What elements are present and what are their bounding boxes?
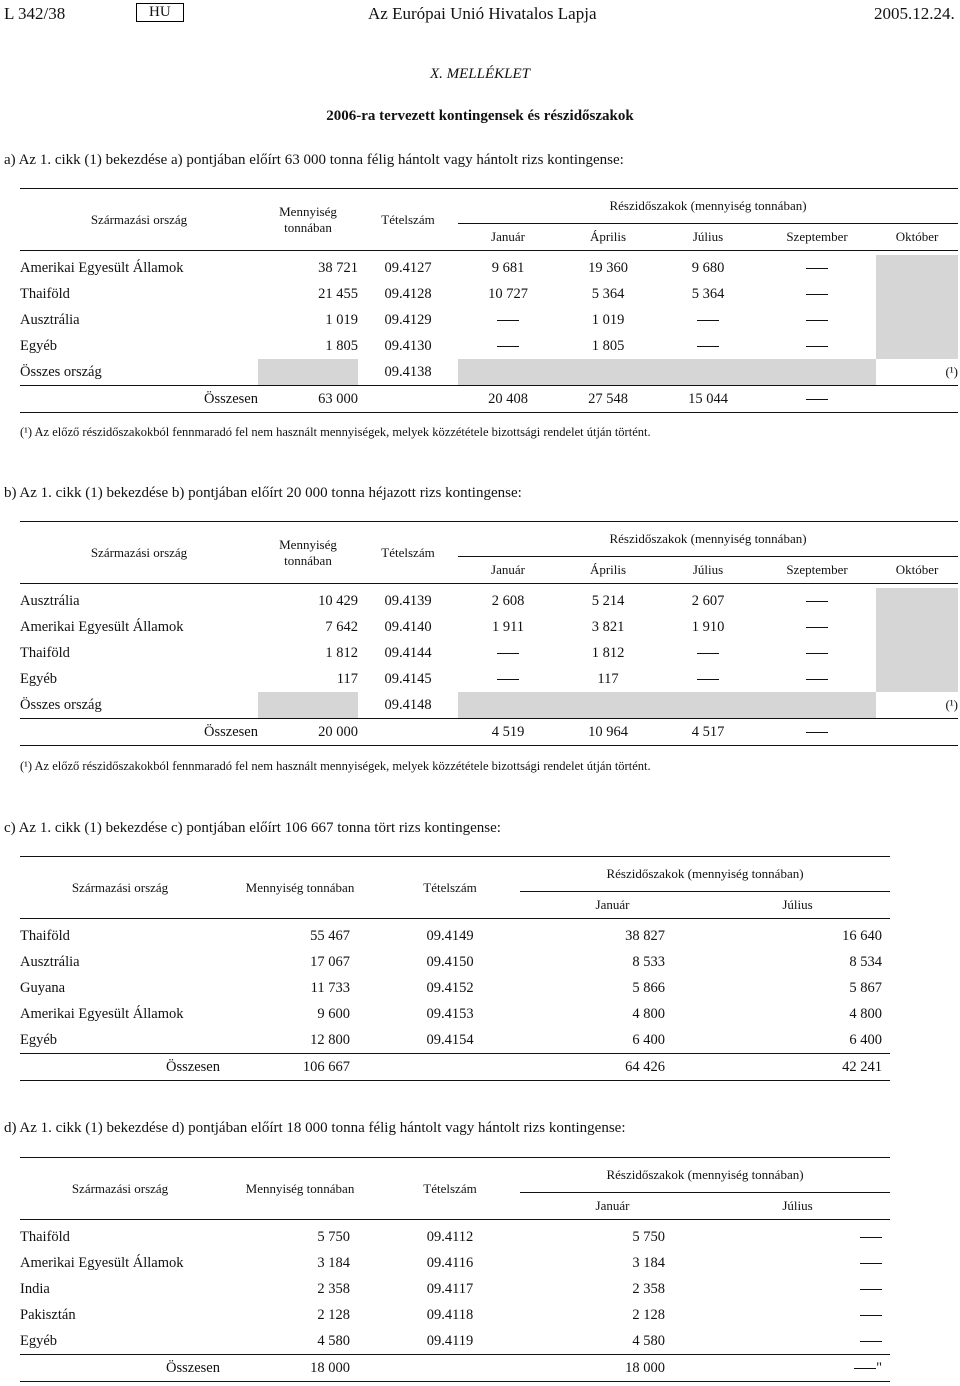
dash-mark <box>806 268 828 269</box>
order-cell: 09.4144 <box>384 644 432 661</box>
quantity-cell: 3 184 <box>317 1254 350 1271</box>
country-cell: Egyéb <box>20 670 58 687</box>
table-row <box>20 614 958 640</box>
quota-table-c <box>20 856 890 1083</box>
table-row <box>20 1250 890 1276</box>
table-header-row <box>20 1158 890 1193</box>
quota-table-d <box>20 1157 890 1384</box>
dash-mark <box>806 627 828 628</box>
order-cell: 09.4152 <box>426 979 474 996</box>
period-cell <box>458 640 558 666</box>
october-cell <box>876 614 958 640</box>
country-cell: Egyéb <box>20 1031 58 1048</box>
table-row <box>20 333 958 359</box>
period-cell: 6 400 <box>632 1031 665 1048</box>
period-cell <box>658 666 758 692</box>
country-cell: Amerikai Egyesült Államok <box>20 1005 184 1022</box>
header-quantity: Mennyiség tonnában <box>258 189 358 251</box>
period-cell: 8 533 <box>632 953 665 970</box>
period-cell <box>758 359 876 386</box>
period-cell: 4 519 <box>458 719 558 746</box>
period-cell: 4 800 <box>849 1005 882 1022</box>
period-cell: 15 044 <box>658 386 758 413</box>
period-cell: 6 400 <box>849 1031 882 1048</box>
period-cell: 2 358 <box>632 1280 665 1297</box>
dash-mark <box>806 320 828 321</box>
order-cell <box>358 386 458 413</box>
table-rule <box>20 413 958 416</box>
header-subperiods: Részidőszakok (mennyiség tonnában) <box>520 1158 890 1193</box>
order-cell <box>380 1355 520 1382</box>
quantity-cell: 1 019 <box>325 311 358 328</box>
order-cell: 09.4130 <box>384 337 432 354</box>
rule-line <box>20 413 958 416</box>
period-cell: 1 911 <box>491 618 525 635</box>
country-cell: Összesen <box>20 386 258 413</box>
header-subperiods: Részidőszakok (mennyiség tonnában) <box>520 857 890 892</box>
table-row <box>20 719 958 746</box>
header-order-number: Tételszám <box>380 857 520 919</box>
page-number: L 342/38 <box>4 4 66 23</box>
header-month: Július <box>782 1198 813 1213</box>
country-cell: Guyana <box>20 979 66 996</box>
period-cell: 5 364 <box>591 285 625 302</box>
section-b-intro: b) Az 1. cikk (1) bekezdése b) pontjában előírt 20 000 tonna héjazott rizs kontingense: <box>4 485 522 501</box>
quota-table-b <box>20 521 958 748</box>
dash-mark <box>697 320 719 321</box>
country-cell: Thaiföld <box>20 1228 70 1245</box>
order-cell: 09.4140 <box>384 618 432 635</box>
october-cell <box>876 255 958 281</box>
country-cell: Amerikai Egyesült Államok <box>20 618 184 635</box>
header-month: Január <box>491 229 525 244</box>
period-cell <box>758 666 876 692</box>
period-cell <box>758 333 876 359</box>
quantity-cell: 4 580 <box>317 1332 350 1349</box>
table-header-row <box>20 522 958 557</box>
quantity-cell: 20 000 <box>258 719 358 746</box>
table-row <box>20 1001 890 1027</box>
period-cell: 4 800 <box>632 1005 665 1022</box>
order-cell: 09.4150 <box>426 953 474 970</box>
header-month: Január <box>595 897 630 912</box>
period-cell: 20 408 <box>458 386 558 413</box>
period-cell: 4 580 <box>632 1332 665 1349</box>
quantity-cell: 1 805 <box>325 337 358 354</box>
header-month: Július <box>692 562 724 577</box>
period-cell: 1 910 <box>691 618 725 635</box>
period-cell: 1 812 <box>591 644 625 661</box>
period-cell: 16 640 <box>842 927 882 944</box>
country-cell: Összesen <box>20 719 258 746</box>
country-cell: Egyéb <box>20 1332 58 1349</box>
period-cell <box>658 307 758 333</box>
quantity-cell: 10 429 <box>318 592 358 609</box>
country-cell: Thaiföld <box>20 927 70 944</box>
dash-mark <box>806 679 828 680</box>
order-cell: 09.4129 <box>384 311 432 328</box>
annex-label: X. MELLÉKLET <box>429 66 531 82</box>
section-d-intro: d) Az 1. cikk (1) bekezdése d) pontjában előírt 18 000 tonna félig hántolt vagy hántolt rizs kontingense: <box>4 1120 626 1136</box>
october-cell <box>876 666 958 692</box>
order-cell: 09.4119 <box>426 1332 474 1349</box>
dash-mark <box>806 399 828 400</box>
table-row <box>20 1328 890 1355</box>
period-cell: 38 827 <box>625 927 665 944</box>
quantity-cell: 12 800 <box>310 1031 350 1048</box>
period-cell <box>658 359 758 386</box>
quantity-cell: 21 455 <box>318 285 358 302</box>
period-cell: 2 607 <box>691 592 725 609</box>
header-order-number: Tételszám <box>358 189 458 251</box>
period-cell: 10 964 <box>558 719 658 746</box>
quantity-cell: 55 467 <box>310 927 350 944</box>
quantity-cell: 5 750 <box>317 1228 350 1245</box>
period-cell <box>658 692 758 719</box>
quantity-cell: 17 067 <box>310 953 350 970</box>
country-cell: Ausztrália <box>20 311 80 328</box>
period-cell: 3 184 <box>632 1254 665 1271</box>
dash-mark <box>860 1263 882 1264</box>
period-cell <box>705 1224 890 1250</box>
dash-mark <box>806 346 828 347</box>
period-cell: 9 680 <box>691 259 725 276</box>
header-month: Szeptember <box>786 562 848 577</box>
quantity-cell <box>258 359 358 386</box>
header-quantity: Mennyiség tonnában <box>258 522 358 584</box>
period-cell: 5 214 <box>591 592 625 609</box>
dash-mark <box>806 732 828 733</box>
country-cell: Összes ország <box>20 363 102 380</box>
rule-line <box>20 1382 890 1385</box>
footnote-a: (¹) Az előző részidőszakokból fennmaradó fel nem használt mennyiségek, melyek közzététele bizottsági rendelet útján történt. <box>20 425 651 439</box>
dash-mark <box>860 1237 882 1238</box>
dash-mark <box>806 294 828 295</box>
rule-line <box>20 746 958 749</box>
table-rule <box>20 1081 890 1084</box>
order-cell: 09.4149 <box>426 927 474 944</box>
country-cell: India <box>20 1280 50 1297</box>
period-cell <box>758 719 876 746</box>
document-title: 2006-ra tervezett kontingensek és részidőszakok <box>326 108 634 124</box>
period-cell: 8 534 <box>849 953 882 970</box>
country-cell: Amerikai Egyesült Államok <box>20 1254 184 1271</box>
table-row <box>20 692 958 719</box>
order-cell: 09.4148 <box>384 696 432 713</box>
country-cell: Ausztrália <box>20 592 80 609</box>
period-cell: 5 867 <box>849 979 882 996</box>
table-header-row <box>20 857 890 892</box>
period-cell <box>458 692 558 719</box>
period-cell: " <box>705 1355 890 1382</box>
october-cell: (¹) <box>945 697 958 712</box>
table-row <box>20 666 958 692</box>
table-row <box>20 1276 890 1302</box>
country-cell: Pakisztán <box>20 1306 76 1323</box>
table-row <box>20 386 958 413</box>
period-cell: 10 727 <box>488 285 528 302</box>
journal-title: Az Európai Unió Hivatalos Lapja <box>368 4 597 23</box>
dash-mark <box>860 1341 882 1342</box>
order-cell: 09.4117 <box>426 1280 474 1297</box>
period-cell <box>658 640 758 666</box>
header-month: Szeptember <box>786 229 848 244</box>
dash-mark <box>860 1315 882 1316</box>
quantity-cell: 7 642 <box>325 618 358 635</box>
country-cell: Ausztrália <box>20 953 80 970</box>
period-cell: 42 241 <box>705 1054 890 1081</box>
header-order-number: Tételszám <box>380 1158 520 1220</box>
period-cell <box>458 307 558 333</box>
dash-mark <box>697 679 719 680</box>
period-cell: 117 <box>597 670 619 687</box>
order-cell: 09.4128 <box>384 285 432 302</box>
period-cell <box>705 1250 890 1276</box>
section-a-intro: a) Az 1. cikk (1) bekezdése a) pontjában előírt 63 000 tonna félig hántolt vagy hántolt rizs kontingense: <box>4 152 624 168</box>
country-cell: Egyéb <box>20 337 58 354</box>
header-order-number: Tételszám <box>358 522 458 584</box>
period-cell: 3 821 <box>591 618 625 635</box>
header-month: Január <box>595 1198 630 1213</box>
october-cell <box>876 281 958 307</box>
october-cell <box>876 333 958 359</box>
dash-mark <box>806 653 828 654</box>
quantity-cell: 1 812 <box>325 644 358 661</box>
table-row <box>20 307 958 333</box>
header-quantity: Mennyiség tonnában <box>220 857 380 919</box>
period-cell <box>758 692 876 719</box>
october-cell: (¹) <box>945 364 958 379</box>
period-cell <box>758 614 876 640</box>
header-country: Származási ország <box>20 857 220 919</box>
country-cell: Összes ország <box>20 696 102 713</box>
header-month: Április <box>589 562 627 577</box>
dash-mark <box>497 653 519 654</box>
header-month: Július <box>692 229 724 244</box>
october-cell <box>876 307 958 333</box>
quantity-cell: 11 733 <box>310 979 350 996</box>
period-cell: 1 805 <box>591 337 625 354</box>
country-cell: Thaiföld <box>20 644 70 661</box>
period-cell: 5 750 <box>632 1228 665 1245</box>
order-cell: 09.4127 <box>384 259 432 276</box>
page-header <box>0 4 960 24</box>
order-cell: 09.4116 <box>426 1254 474 1271</box>
period-cell <box>458 359 558 386</box>
october-cell <box>876 386 958 413</box>
order-cell <box>380 1054 520 1081</box>
dash-mark <box>697 346 719 347</box>
header-quantity: Mennyiség tonnában <box>220 1158 380 1220</box>
period-cell <box>758 307 876 333</box>
table-row <box>20 975 890 1001</box>
order-cell: 09.4145 <box>384 670 432 687</box>
period-cell <box>758 281 876 307</box>
header-subperiods: Részidőszakok (mennyiség tonnában) <box>458 522 958 557</box>
dash-mark <box>697 653 719 654</box>
quantity-cell <box>258 692 358 719</box>
quantity-cell: 117 <box>336 670 358 687</box>
period-cell: 2 608 <box>491 592 525 609</box>
country-cell: Összesen <box>20 1355 220 1382</box>
dash-mark <box>806 601 828 602</box>
order-cell: 09.4153 <box>426 1005 474 1022</box>
country-cell: Összesen <box>20 1054 220 1081</box>
header-month: Október <box>895 562 939 577</box>
table-header-row <box>20 189 958 224</box>
rule-line <box>20 1081 890 1084</box>
period-cell <box>705 1328 890 1355</box>
quantity-cell: 2 358 <box>317 1280 350 1297</box>
period-cell: 4 517 <box>658 719 758 746</box>
header-country: Származási ország <box>20 522 258 584</box>
table-row <box>20 1054 890 1081</box>
period-cell <box>558 692 658 719</box>
header-month: Április <box>589 229 627 244</box>
quantity-cell: 18 000 <box>220 1355 380 1382</box>
order-cell: 09.4118 <box>426 1306 474 1323</box>
quota-table-a <box>20 188 958 415</box>
country-cell: Thaiföld <box>20 285 70 302</box>
order-cell <box>358 719 458 746</box>
period-cell: 64 426 <box>520 1054 705 1081</box>
period-cell <box>758 386 876 413</box>
period-cell <box>705 1302 890 1328</box>
table-row <box>20 1224 890 1250</box>
quantity-cell: 63 000 <box>258 386 358 413</box>
header-month: Január <box>491 562 525 577</box>
header-country: Származási ország <box>20 1158 220 1220</box>
period-cell <box>758 588 876 614</box>
order-cell: 09.4139 <box>384 592 432 609</box>
order-cell: 09.4154 <box>426 1031 474 1048</box>
quantity-cell: 2 128 <box>317 1306 350 1323</box>
october-cell <box>876 719 958 746</box>
table-row <box>20 281 958 307</box>
table-row <box>20 588 958 614</box>
period-cell: 1 019 <box>591 311 625 328</box>
dash-mark <box>497 346 519 347</box>
quantity-cell: 106 667 <box>220 1054 380 1081</box>
table-row <box>20 949 890 975</box>
table-row <box>20 359 958 386</box>
header-subperiods: Részidőszakok (mennyiség tonnában) <box>458 189 958 224</box>
order-cell: 09.4138 <box>384 363 432 380</box>
footnote-b: (¹) Az előző részidőszakokból fennmaradó fel nem használt mennyiségek, melyek közzététele bizottsági rendelet útján történt. <box>20 759 651 773</box>
header-month: Július <box>782 897 813 912</box>
table-row <box>20 640 958 666</box>
period-cell <box>758 255 876 281</box>
period-cell <box>658 333 758 359</box>
period-cell: 2 128 <box>632 1306 665 1323</box>
section-c-intro: c) Az 1. cikk (1) bekezdése c) pontjában előírt 106 667 tonna tört rizs kontingense: <box>4 820 501 836</box>
period-cell: 5 866 <box>632 979 665 996</box>
language-badge: HU <box>136 3 184 22</box>
dash-mark <box>854 1368 876 1369</box>
period-cell: 27 548 <box>558 386 658 413</box>
october-cell <box>876 640 958 666</box>
period-cell: 19 360 <box>588 259 628 276</box>
period-cell <box>458 333 558 359</box>
dash-mark <box>860 1289 882 1290</box>
header-country: Származási ország <box>20 189 258 251</box>
period-cell <box>758 640 876 666</box>
period-cell: 5 364 <box>691 285 725 302</box>
quantity-cell: 38 721 <box>318 259 358 276</box>
period-cell: 9 681 <box>491 259 525 276</box>
period-cell <box>458 666 558 692</box>
table-row <box>20 1302 890 1328</box>
dash-mark <box>497 320 519 321</box>
table-rule <box>20 1382 890 1385</box>
order-cell: 09.4112 <box>426 1228 474 1245</box>
period-cell: 18 000 <box>520 1355 705 1382</box>
quantity-cell: 9 600 <box>317 1005 350 1022</box>
publication-date: 2005.12.24. <box>874 4 955 23</box>
october-cell <box>876 588 958 614</box>
period-cell <box>558 359 658 386</box>
table-row <box>20 1027 890 1054</box>
table-row <box>20 255 958 281</box>
period-cell <box>705 1276 890 1302</box>
country-cell: Amerikai Egyesült Államok <box>20 259 184 276</box>
header-month: Október <box>895 229 939 244</box>
table-row <box>20 923 890 949</box>
dash-mark <box>497 679 519 680</box>
table-row <box>20 1355 890 1382</box>
table-rule <box>20 746 958 749</box>
